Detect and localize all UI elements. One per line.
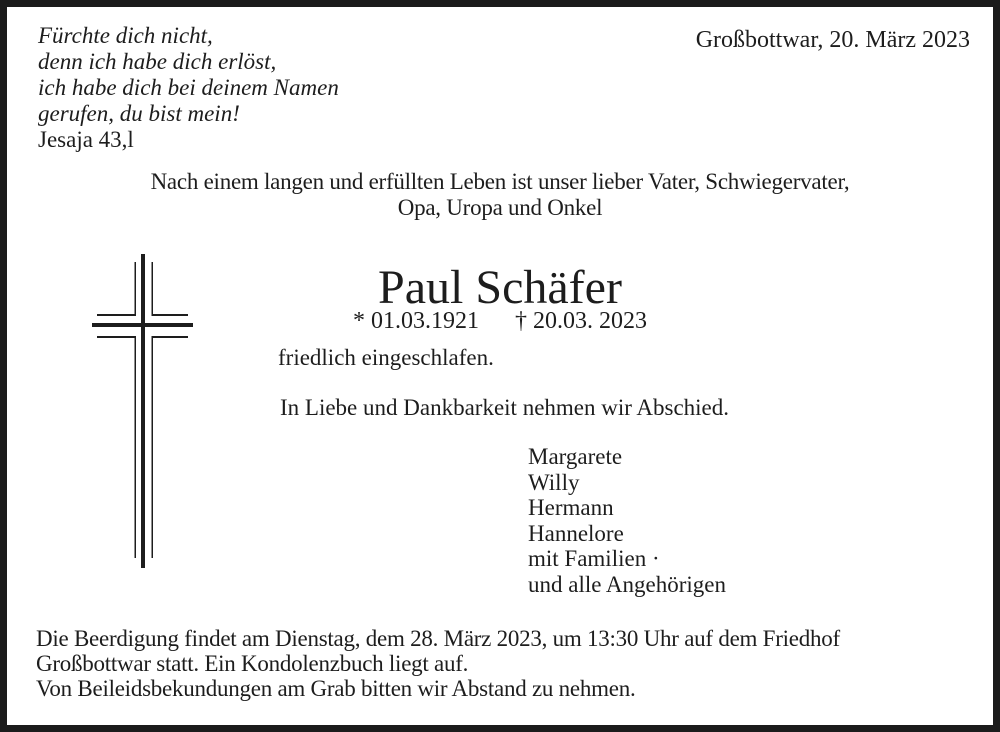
mourners-list [528,444,726,597]
mourner-name: Willy [528,469,580,495]
scripture-line: gerufen, du bist mein! [38,101,240,126]
scripture-line: Fürchte dich nicht, [38,23,213,48]
intro-line: Opa, Uropa und Onkel [397,195,603,220]
life-dates [0,308,1000,334]
birth-date: * 01.03.1921 [353,308,479,334]
scripture-reference: Jesaja 43,l [38,127,134,152]
funeral-line: Großbottwar statt. Ein Kondolenzbuch liegt auf. [36,651,469,676]
scripture-line: denn ich habe dich erlöst, [38,49,277,74]
mourner-line: und alle Angehörigen [528,571,727,597]
funeral-info [36,626,840,701]
mourner-name: Hannelore [528,520,624,546]
mourner-name: Hermann [528,495,614,520]
funeral-line: Von Beileidsbekundungen am Grab bitten wir Abstand zu nehmen. [36,676,636,701]
mourner-name: Margarete [528,444,623,469]
funeral-line: Die Beerdigung findet am Dienstag, dem 28. März 2023, um 13:30 Uhr auf dem Friedhof [36,626,840,651]
farewell-line: In Liebe und Dankbarkeit nehmen wir Abschied. [280,395,730,420]
scripture-quote [38,23,339,153]
intro-text [0,169,1000,221]
mourner-line: mit Familien · [528,546,660,571]
intro-line: Nach einem langen und erfüllten Leben ist unser lieber Vater, Schwiegervater, [150,169,850,194]
death-date: † 20.03. 2023 [515,308,647,334]
scripture-line: ich habe dich bei deinem Namen [38,75,339,100]
death-statement: friedlich eingeschlafen. [278,345,494,370]
deceased-name: Paul Schäfer [378,261,622,314]
place-and-date: Großbottwar, 20. März 2023 [695,27,970,53]
